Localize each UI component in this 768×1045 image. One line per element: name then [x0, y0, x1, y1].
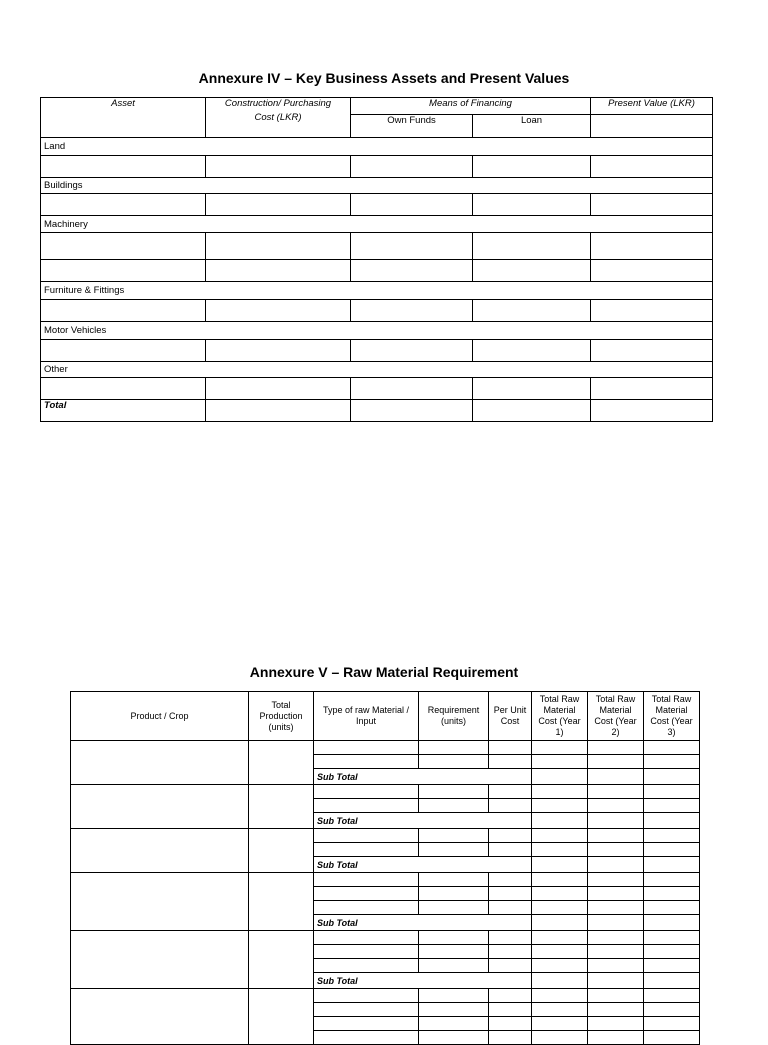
header-financing: Means of Financing — [351, 98, 591, 115]
group-product-cell[interactable] — [71, 989, 249, 1045]
cell[interactable] — [314, 887, 419, 901]
cell[interactable] — [588, 887, 644, 901]
category-other: Other — [41, 362, 713, 378]
cell[interactable] — [206, 156, 351, 178]
cell[interactable] — [351, 378, 473, 400]
cell[interactable] — [419, 755, 489, 769]
cell[interactable] — [591, 378, 713, 400]
cell[interactable] — [473, 194, 591, 216]
cell[interactable] — [473, 340, 591, 362]
subtotal-cell[interactable] — [588, 915, 644, 931]
subtotal-label: Sub Total — [314, 769, 532, 785]
raw-material-table — [70, 691, 700, 1045]
header-year2: Total Raw Material Cost (Year 2) — [588, 692, 644, 741]
cell[interactable] — [419, 785, 489, 799]
cell[interactable] — [41, 260, 206, 282]
cell[interactable] — [588, 945, 644, 959]
cell[interactable] — [532, 829, 588, 843]
cell[interactable] — [588, 959, 644, 973]
cell[interactable] — [314, 959, 419, 973]
subtotal-cell[interactable] — [644, 769, 700, 785]
subtotal-cell[interactable] — [644, 813, 700, 829]
cell[interactable] — [351, 400, 473, 422]
cell[interactable] — [473, 378, 591, 400]
cell[interactable] — [532, 873, 588, 887]
cell[interactable] — [591, 300, 713, 322]
group-production-cell[interactable] — [249, 873, 314, 931]
category-machinery: Machinery — [41, 216, 713, 233]
cell[interactable] — [644, 799, 700, 813]
cell[interactable] — [588, 1031, 644, 1045]
cell[interactable] — [489, 873, 532, 887]
cell[interactable] — [489, 901, 532, 915]
cell[interactable] — [314, 755, 419, 769]
cell[interactable] — [591, 400, 713, 422]
cell[interactable] — [489, 843, 532, 857]
annexure-iv-title: Annexure IV – Key Business Assets and Present Values — [198, 70, 570, 86]
cell[interactable] — [644, 1003, 700, 1017]
annexure-v-title: Annexure V – Raw Material Requirement — [249, 664, 519, 680]
cell[interactable] — [314, 799, 419, 813]
subtotal-cell[interactable] — [532, 769, 588, 785]
header-own-funds: Own Funds — [351, 115, 473, 138]
cell[interactable] — [644, 843, 700, 857]
group-production-cell[interactable] — [249, 829, 314, 873]
group-production-cell[interactable] — [249, 931, 314, 989]
cell[interactable] — [351, 300, 473, 322]
cell[interactable] — [473, 400, 591, 422]
cell[interactable] — [351, 156, 473, 178]
cell[interactable] — [588, 931, 644, 945]
cell[interactable] — [314, 931, 419, 945]
cell[interactable] — [419, 1003, 489, 1017]
header-product: Product / Crop — [71, 692, 249, 741]
cell[interactable] — [473, 300, 591, 322]
subtotal-cell[interactable] — [532, 857, 588, 873]
subtotal-cell[interactable] — [644, 857, 700, 873]
group-product-cell[interactable] — [71, 829, 249, 873]
cell[interactable] — [591, 260, 713, 282]
header-total-production: Total Production (units) — [249, 692, 314, 741]
cell[interactable] — [532, 755, 588, 769]
total-label: Total — [41, 400, 206, 422]
cell[interactable] — [314, 901, 419, 915]
cell[interactable] — [206, 378, 351, 400]
subtotal-cell[interactable] — [588, 769, 644, 785]
cell[interactable] — [489, 931, 532, 945]
subtotal-cell[interactable] — [532, 813, 588, 829]
group-production-cell[interactable] — [249, 785, 314, 829]
subtotal-label: Sub Total — [314, 857, 532, 873]
cell[interactable] — [419, 901, 489, 915]
cell[interactable] — [419, 799, 489, 813]
cell[interactable] — [532, 959, 588, 973]
category-motor-vehicles: Motor Vehicles — [41, 322, 713, 340]
cell[interactable] — [532, 901, 588, 915]
cell[interactable] — [314, 785, 419, 799]
cell[interactable] — [314, 945, 419, 959]
cell[interactable] — [644, 901, 700, 915]
cell[interactable] — [351, 194, 473, 216]
cell[interactable] — [206, 260, 351, 282]
cell[interactable] — [314, 873, 419, 887]
cell[interactable] — [489, 829, 532, 843]
cell[interactable] — [351, 260, 473, 282]
cell[interactable] — [588, 799, 644, 813]
cell[interactable] — [489, 1003, 532, 1017]
cell[interactable] — [644, 959, 700, 973]
cell[interactable] — [314, 829, 419, 843]
cell[interactable] — [419, 989, 489, 1003]
cell[interactable] — [532, 1003, 588, 1017]
cell[interactable] — [644, 829, 700, 843]
cell[interactable] — [314, 1003, 419, 1017]
cell[interactable] — [206, 194, 351, 216]
cell[interactable] — [532, 945, 588, 959]
cell[interactable] — [588, 741, 644, 755]
cell[interactable] — [419, 945, 489, 959]
cell[interactable] — [206, 400, 351, 422]
cell[interactable] — [644, 945, 700, 959]
subtotal-cell[interactable] — [588, 973, 644, 989]
cell[interactable] — [644, 755, 700, 769]
cell[interactable] — [314, 1031, 419, 1045]
cell[interactable] — [532, 785, 588, 799]
assets-table — [40, 97, 713, 422]
cell[interactable] — [314, 741, 419, 755]
group-product-cell[interactable] — [71, 741, 249, 785]
cell[interactable] — [532, 887, 588, 901]
cell[interactable] — [41, 233, 206, 260]
cell[interactable] — [314, 989, 419, 1003]
cell[interactable] — [489, 755, 532, 769]
header-year3: Total Raw Material Cost (Year 3) — [644, 692, 700, 741]
cell[interactable] — [644, 785, 700, 799]
header-requirement: Requirement (units) — [419, 692, 489, 741]
cell[interactable] — [591, 340, 713, 362]
subtotal-cell[interactable] — [532, 973, 588, 989]
cell[interactable] — [532, 799, 588, 813]
category-land: Land — [41, 138, 713, 156]
group-product-cell[interactable] — [71, 931, 249, 989]
cell[interactable] — [473, 233, 591, 260]
cell[interactable] — [588, 829, 644, 843]
cell[interactable] — [41, 340, 206, 362]
subtotal-label: Sub Total — [314, 915, 532, 931]
cell[interactable] — [588, 989, 644, 1003]
cell[interactable] — [41, 156, 206, 178]
cell[interactable] — [591, 194, 713, 216]
cell[interactable] — [489, 887, 532, 901]
cell[interactable] — [532, 931, 588, 945]
cell[interactable] — [588, 1003, 644, 1017]
group-production-cell[interactable] — [249, 989, 314, 1045]
cell[interactable] — [206, 300, 351, 322]
cell[interactable] — [644, 873, 700, 887]
cell[interactable] — [473, 156, 591, 178]
cell[interactable] — [588, 901, 644, 915]
cell[interactable] — [489, 799, 532, 813]
header-asset: Asset — [41, 98, 206, 138]
cell[interactable] — [419, 887, 489, 901]
cell[interactable] — [644, 989, 700, 1003]
subtotal-cell[interactable] — [644, 915, 700, 931]
cell[interactable] — [41, 300, 206, 322]
header-per-unit: Per Unit Cost — [489, 692, 532, 741]
header-cost: Construction/ Purchasing Cost (LKR) — [206, 98, 351, 138]
group-product-cell[interactable] — [71, 873, 249, 931]
cell[interactable] — [532, 741, 588, 755]
cell[interactable] — [644, 741, 700, 755]
cell[interactable] — [419, 873, 489, 887]
cell[interactable] — [532, 1031, 588, 1045]
cell[interactable] — [41, 378, 206, 400]
cell[interactable] — [489, 959, 532, 973]
subtotal-cell[interactable] — [644, 973, 700, 989]
cell[interactable] — [473, 260, 591, 282]
cell[interactable] — [489, 945, 532, 959]
cell[interactable] — [41, 194, 206, 216]
cell[interactable] — [489, 989, 532, 1003]
subtotal-cell[interactable] — [588, 813, 644, 829]
header-blank — [591, 115, 713, 138]
cell[interactable] — [591, 233, 713, 260]
cell[interactable] — [588, 843, 644, 857]
category-buildings: Buildings — [41, 178, 713, 194]
cell[interactable] — [419, 1031, 489, 1045]
cell[interactable] — [419, 959, 489, 973]
cell[interactable] — [532, 989, 588, 1003]
header-present-value: Present Value (LKR) — [591, 98, 713, 115]
cell[interactable] — [419, 931, 489, 945]
cell[interactable] — [644, 1031, 700, 1045]
cell[interactable] — [351, 340, 473, 362]
cell[interactable] — [419, 843, 489, 857]
group-production-cell[interactable] — [249, 741, 314, 785]
subtotal-cell[interactable] — [588, 857, 644, 873]
cell[interactable] — [489, 1031, 532, 1045]
cell[interactable] — [588, 873, 644, 887]
category-furniture: Furniture & Fittings — [41, 282, 713, 300]
cell[interactable] — [532, 843, 588, 857]
cell[interactable] — [314, 843, 419, 857]
cell[interactable] — [351, 233, 473, 260]
cell[interactable] — [588, 755, 644, 769]
cell[interactable] — [489, 785, 532, 799]
header-year1: Total Raw Material Cost (Year 1) — [532, 692, 588, 741]
cell[interactable] — [644, 931, 700, 945]
cell[interactable] — [206, 233, 351, 260]
cell[interactable] — [591, 156, 713, 178]
subtotal-label: Sub Total — [314, 813, 532, 829]
cell[interactable] — [489, 741, 532, 755]
header-loan: Loan — [473, 115, 591, 138]
group-product-cell[interactable] — [71, 785, 249, 829]
cell[interactable] — [419, 829, 489, 843]
header-type: Type of raw Material / Input — [314, 692, 419, 741]
cell[interactable] — [588, 785, 644, 799]
subtotal-label: Sub Total — [314, 973, 532, 989]
cell[interactable] — [644, 887, 700, 901]
cell[interactable] — [206, 340, 351, 362]
cell[interactable] — [419, 741, 489, 755]
subtotal-cell[interactable] — [532, 915, 588, 931]
